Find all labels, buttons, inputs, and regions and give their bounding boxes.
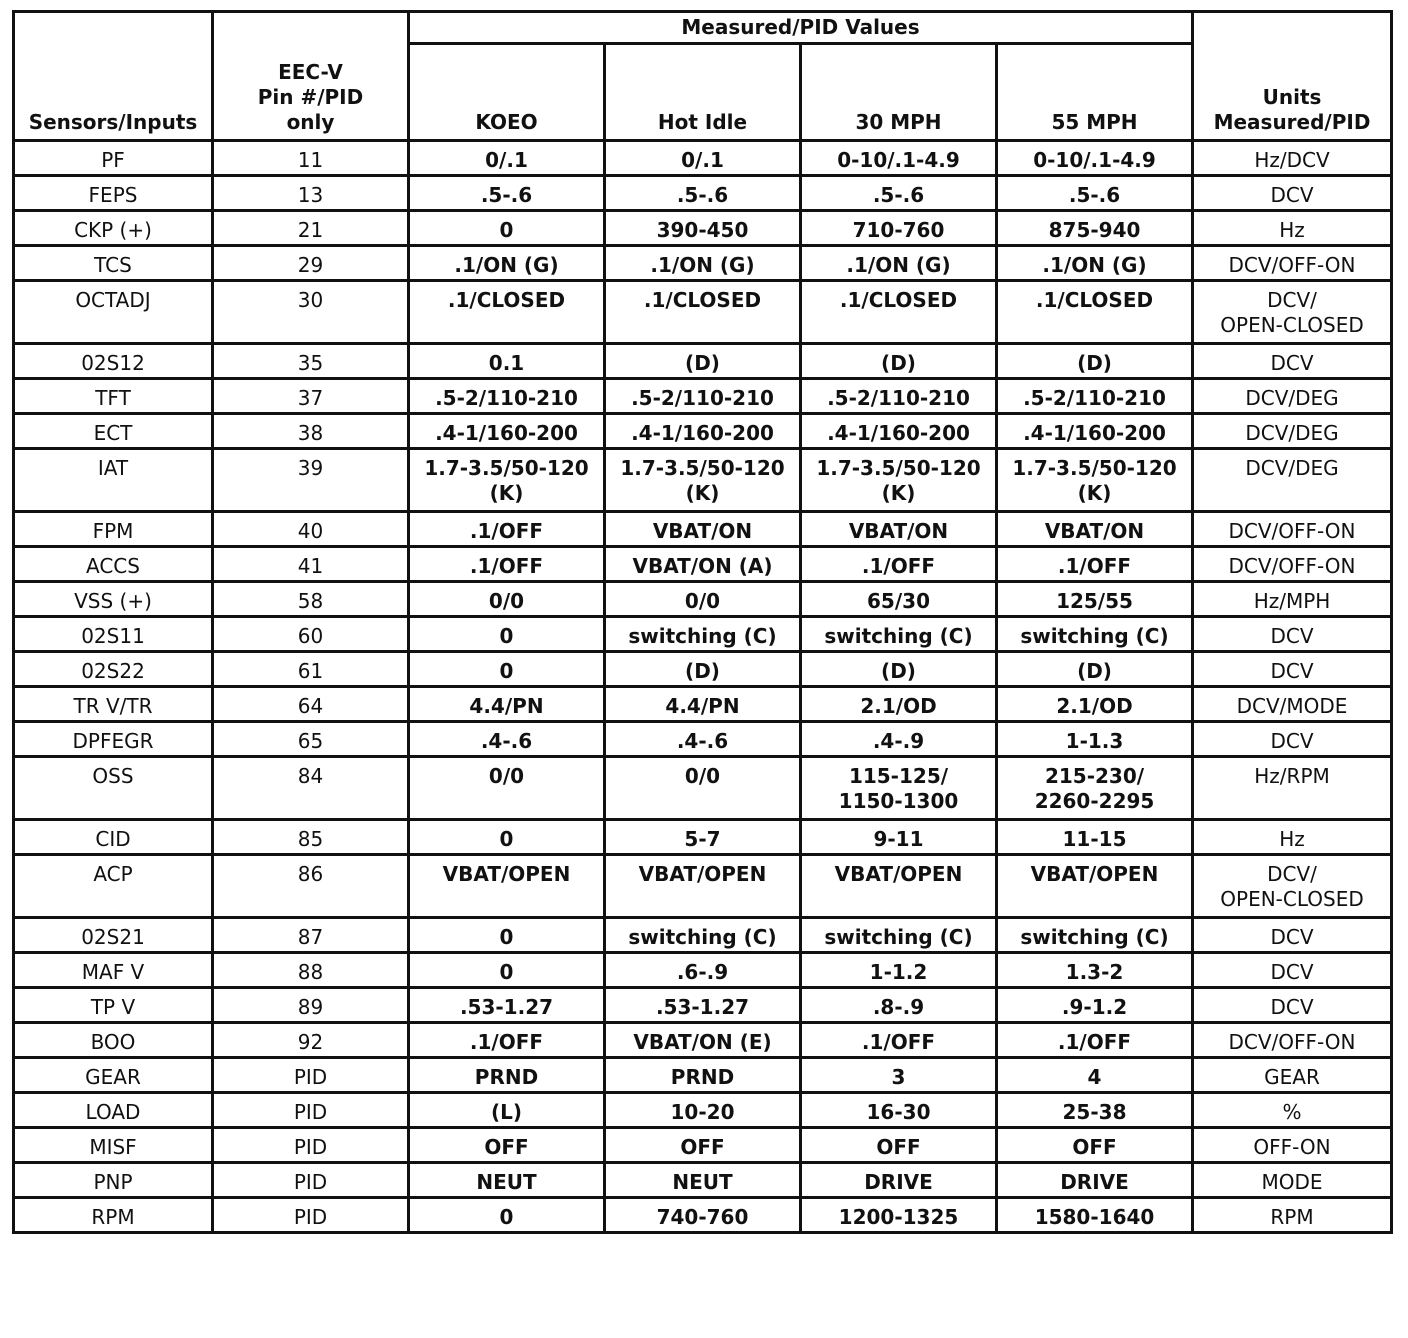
header-sensors-inputs: Sensors/Inputs bbox=[14, 12, 213, 141]
cell-hot-idle: 0/.1 bbox=[605, 141, 801, 176]
cell-55-mph: .1/OFF bbox=[997, 547, 1193, 582]
cell-pin: 35 bbox=[213, 344, 409, 379]
cell-koeo: 0/0 bbox=[409, 582, 605, 617]
cell-sensor: PF bbox=[14, 141, 213, 176]
header-units: Units Measured/PID bbox=[1193, 12, 1392, 141]
cell-30-mph: VBAT/OPEN bbox=[801, 855, 997, 918]
table-row bbox=[14, 512, 1392, 547]
cell-hot-idle: VBAT/ON (E) bbox=[605, 1023, 801, 1058]
cell-30-mph: 9-11 bbox=[801, 820, 997, 855]
cell-55-mph: .5-.6 bbox=[997, 176, 1193, 211]
cell-koeo: .1/OFF bbox=[409, 1023, 605, 1058]
cell-koeo: 0 bbox=[409, 953, 605, 988]
cell-hot-idle: PRND bbox=[605, 1058, 801, 1093]
cell-hot-idle: (D) bbox=[605, 344, 801, 379]
table-row bbox=[14, 449, 1392, 512]
header-55-mph: 55 MPH bbox=[997, 44, 1193, 141]
cell-koeo: 0 bbox=[409, 1198, 605, 1233]
cell-sensor: IAT bbox=[14, 449, 213, 512]
cell-sensor: FPM bbox=[14, 512, 213, 547]
cell-hot-idle: .53-1.27 bbox=[605, 988, 801, 1023]
cell-hot-idle: 5-7 bbox=[605, 820, 801, 855]
cell-pin: 60 bbox=[213, 617, 409, 652]
cell-55-mph: 2.1/OD bbox=[997, 687, 1193, 722]
table-row bbox=[14, 855, 1392, 918]
cell-sensor: TP V bbox=[14, 988, 213, 1023]
cell-55-mph: .1/OFF bbox=[997, 1023, 1193, 1058]
cell-sensor: ECT bbox=[14, 414, 213, 449]
cell-units: DCV/OFF-ON bbox=[1193, 512, 1392, 547]
table-row bbox=[14, 918, 1392, 953]
cell-koeo: 0 bbox=[409, 211, 605, 246]
table-row bbox=[14, 1023, 1392, 1058]
cell-sensor: MISF bbox=[14, 1128, 213, 1163]
cell-units: DCV/OFF-ON bbox=[1193, 246, 1392, 281]
cell-55-mph: .4-1/160-200 bbox=[997, 414, 1193, 449]
cell-30-mph: .1/OFF bbox=[801, 1023, 997, 1058]
cell-sensor: DPFEGR bbox=[14, 722, 213, 757]
table-row bbox=[14, 988, 1392, 1023]
cell-sensor: TR V/TR bbox=[14, 687, 213, 722]
table-row bbox=[14, 1163, 1392, 1198]
cell-hot-idle: VBAT/OPEN bbox=[605, 855, 801, 918]
cell-30-mph: switching (C) bbox=[801, 617, 997, 652]
cell-units: DCV/DEG bbox=[1193, 449, 1392, 512]
cell-sensor: CKP (+) bbox=[14, 211, 213, 246]
cell-koeo: 0 bbox=[409, 820, 605, 855]
cell-hot-idle: (D) bbox=[605, 652, 801, 687]
table-row bbox=[14, 820, 1392, 855]
header-pin-pid: EEC-V Pin #/PID only bbox=[213, 12, 409, 141]
cell-55-mph: 125/55 bbox=[997, 582, 1193, 617]
cell-units: DCV bbox=[1193, 344, 1392, 379]
cell-units: MODE bbox=[1193, 1163, 1392, 1198]
cell-units: DCV bbox=[1193, 617, 1392, 652]
cell-sensor: ACCS bbox=[14, 547, 213, 582]
cell-units: Hz bbox=[1193, 820, 1392, 855]
cell-30-mph: VBAT/ON bbox=[801, 512, 997, 547]
cell-units: DCV/OFF-ON bbox=[1193, 547, 1392, 582]
cell-units: Hz bbox=[1193, 211, 1392, 246]
sensor-values-table bbox=[12, 10, 1393, 1234]
cell-units: DCV bbox=[1193, 652, 1392, 687]
cell-pin: 39 bbox=[213, 449, 409, 512]
cell-30-mph: 0-10/.1-4.9 bbox=[801, 141, 997, 176]
cell-koeo: 0 bbox=[409, 918, 605, 953]
cell-30-mph: 115-125/ 1150-1300 bbox=[801, 757, 997, 820]
cell-30-mph: .1/CLOSED bbox=[801, 281, 997, 344]
cell-55-mph: 0-10/.1-4.9 bbox=[997, 141, 1193, 176]
table-row bbox=[14, 246, 1392, 281]
cell-units: DCV/MODE bbox=[1193, 687, 1392, 722]
table-row bbox=[14, 414, 1392, 449]
cell-pin: 40 bbox=[213, 512, 409, 547]
cell-pin: 85 bbox=[213, 820, 409, 855]
cell-pin: 87 bbox=[213, 918, 409, 953]
cell-koeo: 0.1 bbox=[409, 344, 605, 379]
cell-55-mph: 11-15 bbox=[997, 820, 1193, 855]
cell-sensor: RPM bbox=[14, 1198, 213, 1233]
cell-55-mph: 25-38 bbox=[997, 1093, 1193, 1128]
cell-sensor: 02S21 bbox=[14, 918, 213, 953]
cell-koeo: .1/ON (G) bbox=[409, 246, 605, 281]
cell-sensor: GEAR bbox=[14, 1058, 213, 1093]
cell-55-mph: 1.3-2 bbox=[997, 953, 1193, 988]
cell-koeo: 0 bbox=[409, 652, 605, 687]
cell-hot-idle: 10-20 bbox=[605, 1093, 801, 1128]
header-koeo: KOEO bbox=[409, 44, 605, 141]
cell-hot-idle: NEUT bbox=[605, 1163, 801, 1198]
cell-sensor: LOAD bbox=[14, 1093, 213, 1128]
cell-30-mph: DRIVE bbox=[801, 1163, 997, 1198]
cell-55-mph: switching (C) bbox=[997, 617, 1193, 652]
cell-sensor: OCTADJ bbox=[14, 281, 213, 344]
table-row bbox=[14, 1198, 1392, 1233]
cell-hot-idle: .1/CLOSED bbox=[605, 281, 801, 344]
cell-koeo: .4-.6 bbox=[409, 722, 605, 757]
cell-hot-idle: 390-450 bbox=[605, 211, 801, 246]
cell-55-mph: 1.7-3.5/50-120 (K) bbox=[997, 449, 1193, 512]
cell-pin: 86 bbox=[213, 855, 409, 918]
cell-koeo: (L) bbox=[409, 1093, 605, 1128]
table-row bbox=[14, 211, 1392, 246]
cell-hot-idle: .1/ON (G) bbox=[605, 246, 801, 281]
table-row bbox=[14, 722, 1392, 757]
table-row bbox=[14, 1128, 1392, 1163]
cell-55-mph: .1/ON (G) bbox=[997, 246, 1193, 281]
cell-pin: PID bbox=[213, 1128, 409, 1163]
table-row bbox=[14, 176, 1392, 211]
table-row bbox=[14, 617, 1392, 652]
cell-hot-idle: .4-.6 bbox=[605, 722, 801, 757]
table-row bbox=[14, 687, 1392, 722]
cell-30-mph: 65/30 bbox=[801, 582, 997, 617]
header-30-mph: 30 MPH bbox=[801, 44, 997, 141]
cell-30-mph: .5-.6 bbox=[801, 176, 997, 211]
cell-pin: 30 bbox=[213, 281, 409, 344]
cell-units: DCV bbox=[1193, 918, 1392, 953]
cell-koeo: .5-2/110-210 bbox=[409, 379, 605, 414]
table-row bbox=[14, 379, 1392, 414]
cell-units: DCV bbox=[1193, 176, 1392, 211]
cell-55-mph: .9-1.2 bbox=[997, 988, 1193, 1023]
table-row bbox=[14, 547, 1392, 582]
cell-30-mph: .4-1/160-200 bbox=[801, 414, 997, 449]
cell-pin: 88 bbox=[213, 953, 409, 988]
table-row bbox=[14, 281, 1392, 344]
table-row bbox=[14, 1093, 1392, 1128]
cell-koeo: 0/.1 bbox=[409, 141, 605, 176]
cell-sensor: ACP bbox=[14, 855, 213, 918]
cell-55-mph: DRIVE bbox=[997, 1163, 1193, 1198]
cell-30-mph: .1/ON (G) bbox=[801, 246, 997, 281]
cell-koeo: 4.4/PN bbox=[409, 687, 605, 722]
header-hot-idle: Hot Idle bbox=[605, 44, 801, 141]
cell-30-mph: 1200-1325 bbox=[801, 1198, 997, 1233]
cell-hot-idle: .5-2/110-210 bbox=[605, 379, 801, 414]
cell-hot-idle: .6-.9 bbox=[605, 953, 801, 988]
cell-hot-idle: 0/0 bbox=[605, 757, 801, 820]
cell-sensor: 02S22 bbox=[14, 652, 213, 687]
cell-hot-idle: 4.4/PN bbox=[605, 687, 801, 722]
header-measured-pid-values: Measured/PID Values bbox=[409, 12, 1193, 44]
cell-30-mph: OFF bbox=[801, 1128, 997, 1163]
cell-hot-idle: VBAT/ON bbox=[605, 512, 801, 547]
cell-units: DCV/DEG bbox=[1193, 414, 1392, 449]
table-row bbox=[14, 652, 1392, 687]
cell-55-mph: .1/CLOSED bbox=[997, 281, 1193, 344]
cell-koeo: .1/CLOSED bbox=[409, 281, 605, 344]
cell-koeo: 1.7-3.5/50-120 (K) bbox=[409, 449, 605, 512]
cell-pin: 61 bbox=[213, 652, 409, 687]
cell-hot-idle: .4-1/160-200 bbox=[605, 414, 801, 449]
cell-30-mph: 3 bbox=[801, 1058, 997, 1093]
cell-55-mph: (D) bbox=[997, 652, 1193, 687]
cell-sensor: VSS (+) bbox=[14, 582, 213, 617]
cell-pin: 64 bbox=[213, 687, 409, 722]
cell-koeo: VBAT/OPEN bbox=[409, 855, 605, 918]
cell-units: DCV bbox=[1193, 953, 1392, 988]
cell-pin: 38 bbox=[213, 414, 409, 449]
cell-30-mph: .1/OFF bbox=[801, 547, 997, 582]
cell-koeo: .4-1/160-200 bbox=[409, 414, 605, 449]
cell-units: DCV bbox=[1193, 988, 1392, 1023]
table-header bbox=[14, 12, 1392, 141]
cell-55-mph: 1-1.3 bbox=[997, 722, 1193, 757]
cell-units: DCV/ OPEN-CLOSED bbox=[1193, 281, 1392, 344]
table-row bbox=[14, 757, 1392, 820]
cell-hot-idle: 1.7-3.5/50-120 (K) bbox=[605, 449, 801, 512]
cell-55-mph: switching (C) bbox=[997, 918, 1193, 953]
cell-sensor: 02S12 bbox=[14, 344, 213, 379]
cell-sensor: BOO bbox=[14, 1023, 213, 1058]
table-row bbox=[14, 141, 1392, 176]
cell-pin: 21 bbox=[213, 211, 409, 246]
cell-pin: PID bbox=[213, 1093, 409, 1128]
cell-30-mph: .5-2/110-210 bbox=[801, 379, 997, 414]
cell-55-mph: .5-2/110-210 bbox=[997, 379, 1193, 414]
cell-units: Hz/DCV bbox=[1193, 141, 1392, 176]
table-row bbox=[14, 344, 1392, 379]
cell-55-mph: OFF bbox=[997, 1128, 1193, 1163]
cell-hot-idle: .5-.6 bbox=[605, 176, 801, 211]
cell-koeo: PRND bbox=[409, 1058, 605, 1093]
cell-koeo: NEUT bbox=[409, 1163, 605, 1198]
cell-hot-idle: switching (C) bbox=[605, 617, 801, 652]
cell-pin: PID bbox=[213, 1163, 409, 1198]
cell-units: DCV/OFF-ON bbox=[1193, 1023, 1392, 1058]
cell-30-mph: .8-.9 bbox=[801, 988, 997, 1023]
cell-55-mph: 1580-1640 bbox=[997, 1198, 1193, 1233]
cell-pin: 13 bbox=[213, 176, 409, 211]
cell-30-mph: (D) bbox=[801, 652, 997, 687]
cell-units: DCV/DEG bbox=[1193, 379, 1392, 414]
cell-hot-idle: 740-760 bbox=[605, 1198, 801, 1233]
cell-hot-idle: OFF bbox=[605, 1128, 801, 1163]
cell-sensor: 02S11 bbox=[14, 617, 213, 652]
page bbox=[12, 10, 1393, 1234]
table-body bbox=[14, 141, 1392, 1233]
cell-units: DCV bbox=[1193, 722, 1392, 757]
cell-pin: 84 bbox=[213, 757, 409, 820]
cell-koeo: .1/OFF bbox=[409, 547, 605, 582]
cell-55-mph: (D) bbox=[997, 344, 1193, 379]
cell-pin: PID bbox=[213, 1198, 409, 1233]
cell-30-mph: switching (C) bbox=[801, 918, 997, 953]
cell-units: RPM bbox=[1193, 1198, 1392, 1233]
cell-55-mph: 875-940 bbox=[997, 211, 1193, 246]
cell-koeo: 0/0 bbox=[409, 757, 605, 820]
cell-30-mph: (D) bbox=[801, 344, 997, 379]
cell-pin: 37 bbox=[213, 379, 409, 414]
cell-pin: 92 bbox=[213, 1023, 409, 1058]
cell-koeo: .53-1.27 bbox=[409, 988, 605, 1023]
cell-pin: 29 bbox=[213, 246, 409, 281]
cell-sensor: PNP bbox=[14, 1163, 213, 1198]
cell-units: Hz/RPM bbox=[1193, 757, 1392, 820]
cell-sensor: FEPS bbox=[14, 176, 213, 211]
cell-55-mph: 215-230/ 2260-2295 bbox=[997, 757, 1193, 820]
cell-units: OFF-ON bbox=[1193, 1128, 1392, 1163]
cell-sensor: OSS bbox=[14, 757, 213, 820]
cell-pin: 41 bbox=[213, 547, 409, 582]
cell-30-mph: 1.7-3.5/50-120 (K) bbox=[801, 449, 997, 512]
cell-units: GEAR bbox=[1193, 1058, 1392, 1093]
cell-sensor: TFT bbox=[14, 379, 213, 414]
cell-units: DCV/ OPEN-CLOSED bbox=[1193, 855, 1392, 918]
cell-55-mph: VBAT/OPEN bbox=[997, 855, 1193, 918]
table-row bbox=[14, 953, 1392, 988]
cell-pin: 58 bbox=[213, 582, 409, 617]
table-row bbox=[14, 582, 1392, 617]
cell-koeo: .1/OFF bbox=[409, 512, 605, 547]
cell-55-mph: 4 bbox=[997, 1058, 1193, 1093]
cell-pin: 89 bbox=[213, 988, 409, 1023]
cell-hot-idle: 0/0 bbox=[605, 582, 801, 617]
cell-koeo: .5-.6 bbox=[409, 176, 605, 211]
cell-pin: PID bbox=[213, 1058, 409, 1093]
table-row bbox=[14, 1058, 1392, 1093]
cell-koeo: 0 bbox=[409, 617, 605, 652]
cell-30-mph: 1-1.2 bbox=[801, 953, 997, 988]
cell-55-mph: VBAT/ON bbox=[997, 512, 1193, 547]
cell-hot-idle: VBAT/ON (A) bbox=[605, 547, 801, 582]
cell-hot-idle: switching (C) bbox=[605, 918, 801, 953]
cell-sensor: TCS bbox=[14, 246, 213, 281]
cell-pin: 11 bbox=[213, 141, 409, 176]
cell-30-mph: 2.1/OD bbox=[801, 687, 997, 722]
cell-30-mph: 16-30 bbox=[801, 1093, 997, 1128]
cell-units: Hz/MPH bbox=[1193, 582, 1392, 617]
cell-sensor: MAF V bbox=[14, 953, 213, 988]
cell-30-mph: .4-.9 bbox=[801, 722, 997, 757]
cell-koeo: OFF bbox=[409, 1128, 605, 1163]
cell-pin: 65 bbox=[213, 722, 409, 757]
cell-sensor: CID bbox=[14, 820, 213, 855]
cell-units: % bbox=[1193, 1093, 1392, 1128]
cell-30-mph: 710-760 bbox=[801, 211, 997, 246]
